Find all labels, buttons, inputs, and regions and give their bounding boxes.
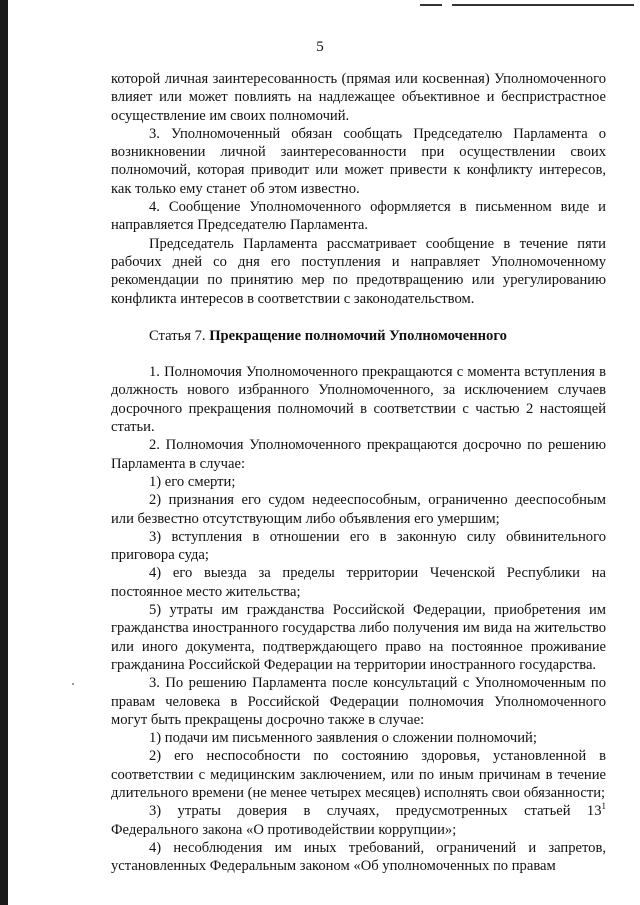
list-item: 2) его неспособности по состоянию здоровья, установленной в соответствии с медицинским заключением, или по иным причинам в течение длительного времени (не менее четырех месяцев) исполнять свои обязанности; xyxy=(111,748,606,801)
list-item-text: Федерального закона «О противодействии коррупции»; xyxy=(111,821,457,838)
paragraph: Председатель Парламента рассматривает сообщение в течение пяти рабочих дней со дня его поступления и направляет Уполномоченному рекомендации по принятию мер по предотвращению или урегулированию конфликта интересов в соответствии с законодательством. xyxy=(111,235,606,307)
paragraph: 3. Уполномоченный обязан сообщать Председателю Парламента о возникновении личной заинтересованности при осуществлении своих полномочий, которая приводит или может привести к конфликту интересов, как только ему станет об этом известно. xyxy=(111,125,606,197)
article-title: Прекращение полномочий Уполномоченного xyxy=(209,327,507,344)
page-number: 5 xyxy=(316,39,324,55)
scan-top-mark xyxy=(420,4,442,6)
scan-top-line xyxy=(452,4,634,6)
list-item: 4) его выезда за пределы территории Чеченской Республики на постоянное место жительства; xyxy=(111,565,606,600)
paragraph: 2. Полномочия Уполномоченного прекращаются досрочно по решению Парламента в случае: xyxy=(111,437,606,472)
list-item: 1) его смерти; xyxy=(149,473,236,490)
scan-left-edge xyxy=(0,0,8,905)
scan-speck xyxy=(72,683,74,685)
paragraph: 3. По решению Парламента после консультаций с Уполномоченным по правам человека в Российской Федерации полномочия Уполномоченного могут быть прекращены досрочно также в случае: xyxy=(111,675,606,728)
paragraph: 1. Полномочия Уполномоченного прекращаются с момента вступления в должность нового избранного Уполномоченного, за исключением случаев досрочного прекращения полномочий в соответствии с частью 2 настоящей статьи. xyxy=(111,364,606,436)
list-item xyxy=(111,802,606,839)
article-number: Статья 7. xyxy=(149,327,210,344)
list-item: 4) несоблюдения им иных требований, ограничений и запретов, установленных Федеральным законом «Об уполномоченных по правам xyxy=(111,839,606,875)
paragraph: 4. Сообщение Уполномоченного оформляется в письменном виде и направляется Председателю Парламента. xyxy=(111,199,606,234)
list-item: 2) признания его судом недееспособным, ограниченно дееспособным или безвестно отсутствующим либо объявления его умершим; xyxy=(111,492,606,527)
superscript: 1 xyxy=(601,801,606,812)
article-heading xyxy=(111,327,606,345)
paragraph: которой личная заинтересованность (прямая или косвенная) Уполномоченного влияет или может повлиять на надлежащее объективное и беспристрастное осуществление им своих полномочий. xyxy=(111,71,606,124)
list-item: 5) утраты им гражданства Российской Федерации, приобретения им гражданства иностранного государства либо получения им вида на жительство или иного документа, подтверждающего право на постоянное проживание гражданина Российской Федерации на территории иностранного государства. xyxy=(111,602,606,673)
document-body xyxy=(111,70,606,875)
list-item-text: 3) утраты доверия в случаях, предусмотренных статьей 13 xyxy=(149,803,602,820)
list-item: 1) подачи им письменного заявления о сложении полномочий; xyxy=(149,730,537,747)
list-item: 3) вступления в отношении его в законную силу обвинительного приговора суда; xyxy=(111,528,606,564)
